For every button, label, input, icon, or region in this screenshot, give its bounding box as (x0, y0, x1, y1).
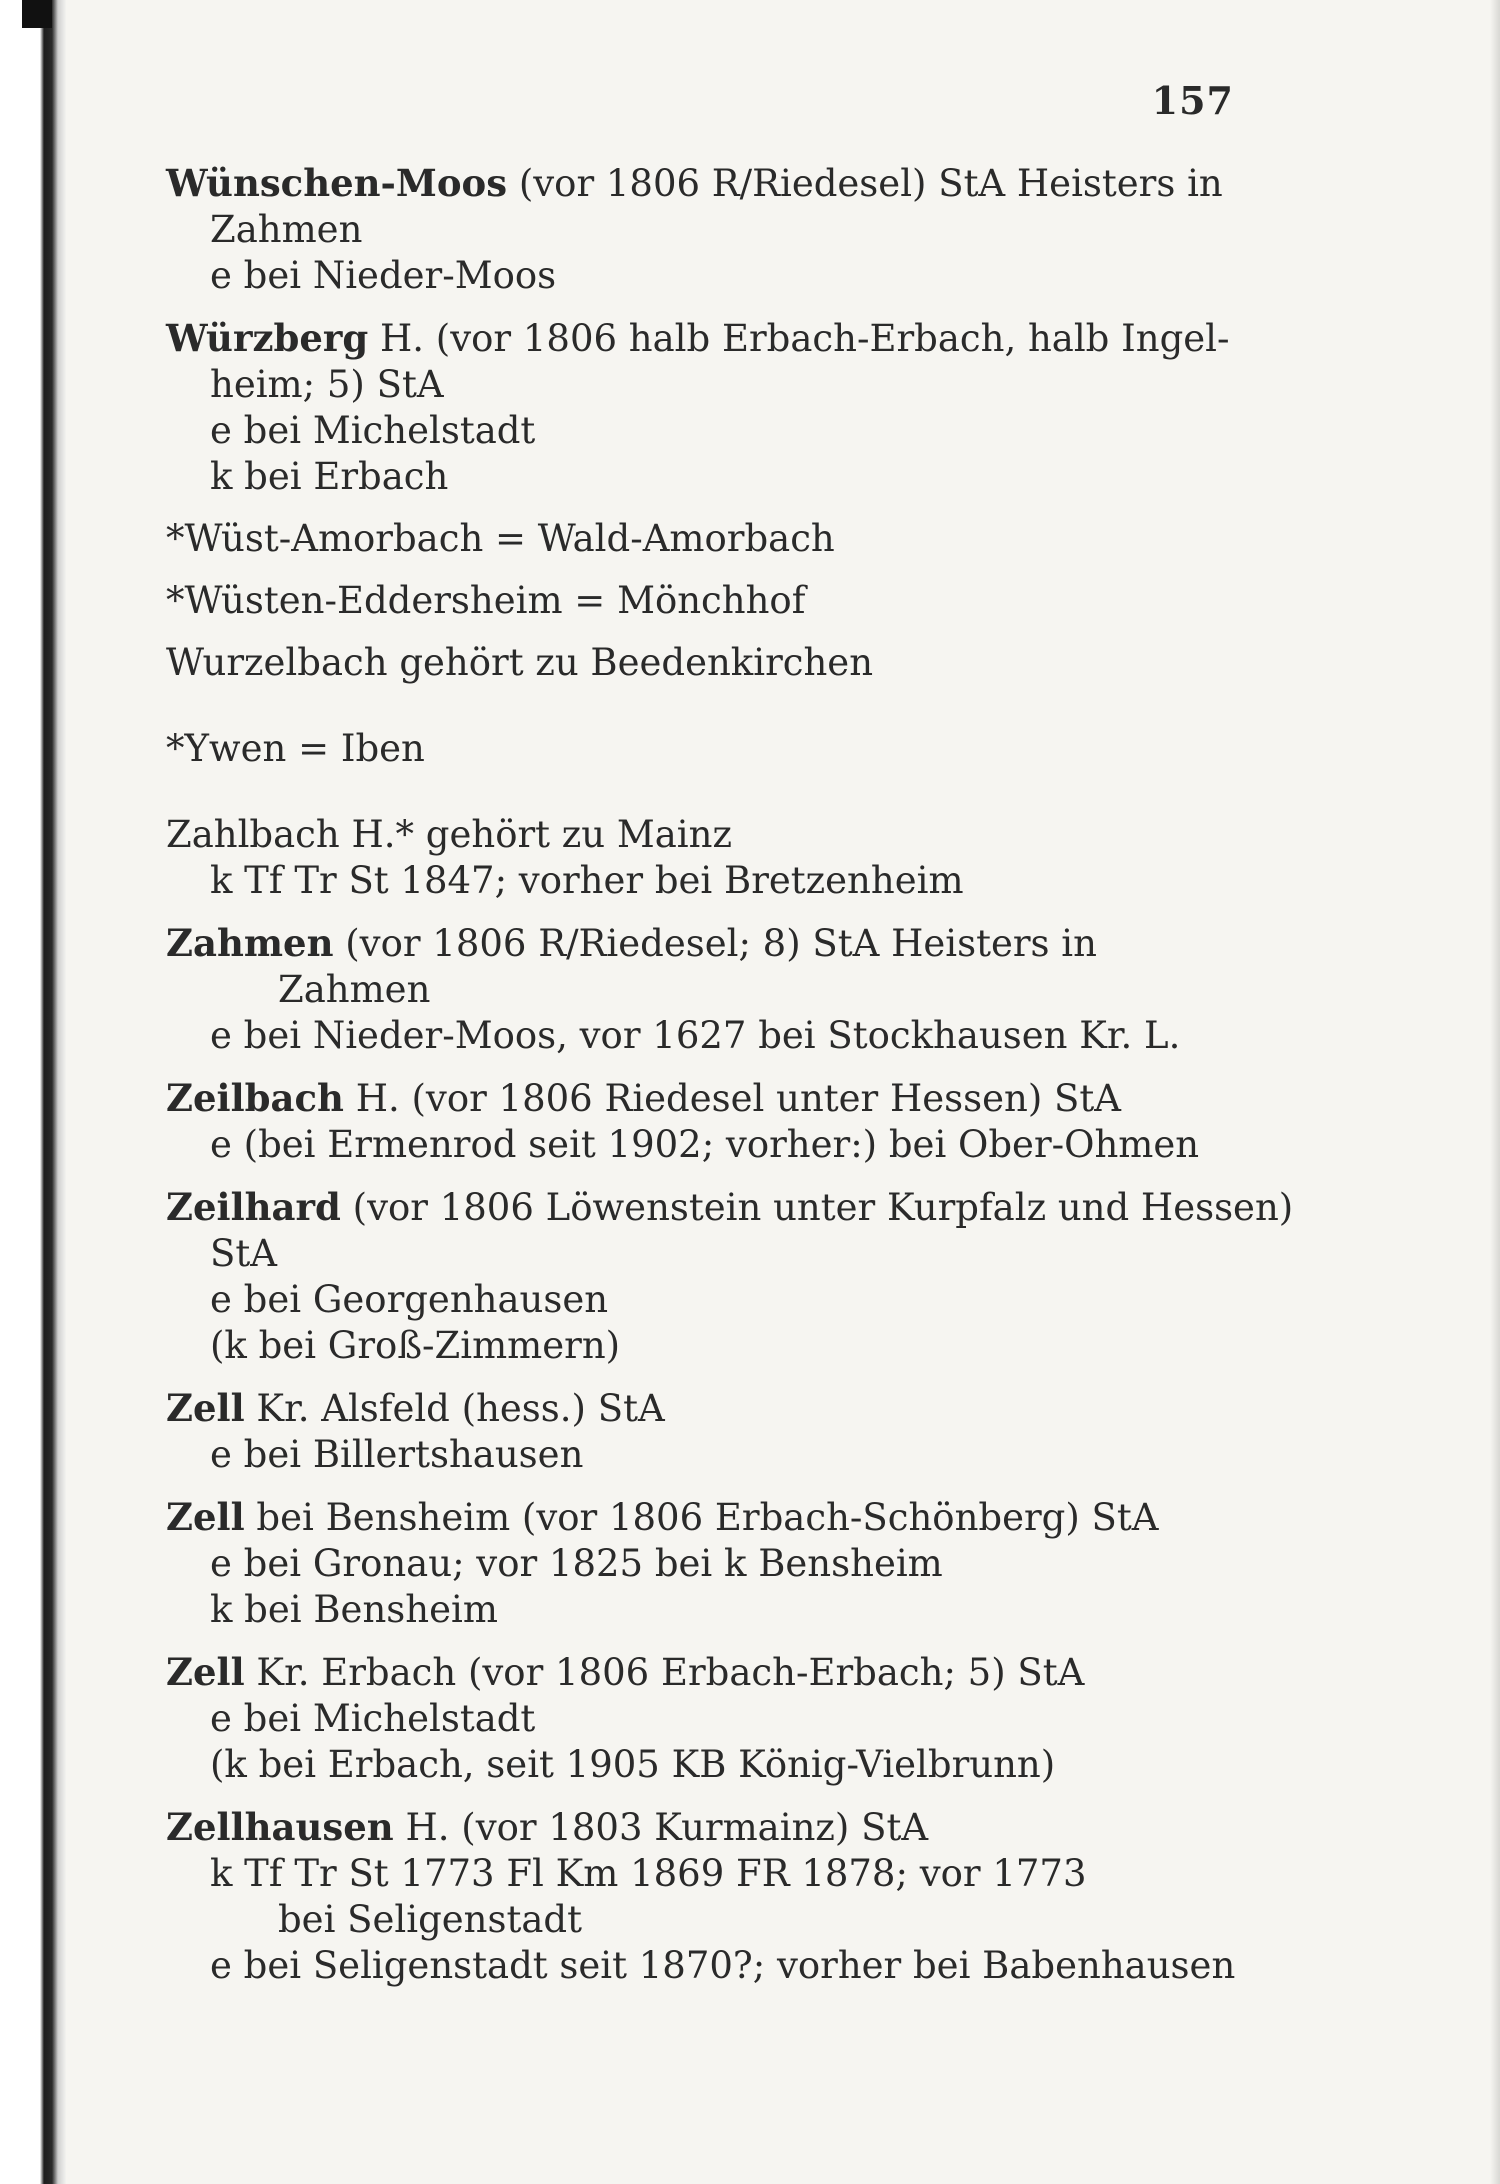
page-number: 157 (1151, 78, 1234, 123)
entry-sub: k Tf Tr St 1773 Fl Km 1869 FR 1878; vor 1773 (210, 1852, 1087, 1895)
entry-wuenschen-moos (166, 160, 1236, 299)
entry-sub: (k bei Groß-Zimmern) (210, 1324, 621, 1367)
entry-details: Kr. Alsfeld (hess.) StA (244, 1387, 665, 1430)
entry-details: (vor 1806 Löwenstein unter Kurpfalz und Hessen) (340, 1186, 1294, 1229)
entry-heading: Würzberg (166, 316, 369, 360)
entry-zeilhard (166, 1184, 1294, 1369)
entry-continuation: heim; 5) StA (210, 363, 444, 406)
entry-wuesten-eddersheim (166, 578, 1236, 624)
page-edge (1490, 0, 1500, 2184)
entry-continuation: StA (210, 1232, 277, 1275)
entry-details: bei Bensheim (vor 1806 Erbach-Schönberg) StA (244, 1496, 1159, 1539)
register-list (166, 160, 1294, 2005)
entry-details: H. (vor 1803 Kurmainz) StA (393, 1806, 929, 1849)
entry-zell-bensheim (166, 1494, 1236, 1633)
entry-heading: Zell (166, 1650, 245, 1694)
entry-wuest-amorbach (166, 516, 1236, 562)
entry-sub: e bei Billertshausen (210, 1433, 584, 1476)
entry-heading: Zahmen (166, 921, 334, 965)
entry-sub: e bei Seligenstadt seit 1870?; vorher bei Babenhausen (210, 1944, 1236, 1987)
entry-wurzelbach (166, 640, 1236, 686)
entry-text: Wurzelbach gehört zu Beedenkirchen (166, 641, 874, 684)
entry-details: Kr. Erbach (vor 1806 Erbach-Erbach; 5) StA (244, 1651, 1085, 1694)
entry-text: *Ywen = Iben (166, 727, 425, 770)
entry-sub: e bei Gronau; vor 1825 bei k Bensheim (210, 1542, 943, 1585)
entry-sub: k Tf Tr St 1847; vorher bei Bretzenheim (210, 859, 964, 902)
entry-text: *Wüst-Amorbach = Wald-Amorbach (166, 517, 835, 560)
entry-sub: e bei Georgenhausen (210, 1278, 609, 1321)
entry-zeilbach (166, 1075, 1236, 1168)
entry-details: (vor 1806 R/Riedesel) StA Heisters in (507, 162, 1223, 205)
entry-heading: Zellhausen (166, 1805, 394, 1849)
entry-heading: Zeilbach (166, 1076, 344, 1120)
entry-sub: e bei Nieder-Moos, vor 1627 bei Stockhausen Kr. L. (210, 1014, 1181, 1057)
book-gutter (0, 0, 66, 2184)
entry-continuation: Zahmen (210, 208, 363, 251)
entry-ywen (166, 726, 1236, 772)
entry-zell-alsfeld (166, 1385, 1236, 1478)
entry-heading: Zeilhard (166, 1185, 341, 1229)
entry-details: H. (vor 1806 Riedesel unter Hessen) StA (343, 1077, 1121, 1120)
entry-heading: Wünschen-Moos (166, 161, 508, 205)
entry-wuerzberg (166, 315, 1236, 500)
entry-zahlbach (166, 812, 1236, 904)
entry-sub: e bei Nieder-Moos (210, 254, 557, 297)
entry-sub: e bei Michelstadt (210, 1697, 536, 1740)
entry-sub: k bei Bensheim (210, 1588, 498, 1631)
entry-sub: e (bei Ermenrod seit 1902; vorher:) bei Ober-Ohmen (210, 1123, 1200, 1166)
entry-details: H. (vor 1806 halb Erbach-Erbach, halb Ingel- (368, 317, 1230, 360)
entry-sub-continuation: bei Seligenstadt (278, 1898, 582, 1941)
entry-sub: k bei Erbach (210, 455, 449, 498)
entry-details: (vor 1806 R/Riedesel; 8) StA Heisters in (333, 922, 1097, 965)
entry-sub: (k bei Erbach, seit 1905 KB König-Vielbrunn) (210, 1743, 1056, 1786)
entry-text: *Wüsten-Eddersheim = Mönchhof (166, 579, 806, 622)
entry-continuation: Zahmen (278, 968, 431, 1011)
entry-zellhausen (166, 1804, 1236, 1989)
entry-text: Zahlbach H.* gehört zu Mainz (166, 813, 732, 856)
entry-zahmen (166, 920, 1236, 1059)
entry-heading: Zell (166, 1386, 245, 1430)
gutter-mark (22, 0, 52, 28)
entry-heading: Zell (166, 1495, 245, 1539)
entry-sub: e bei Michelstadt (210, 409, 536, 452)
entry-zell-erbach (166, 1649, 1236, 1788)
